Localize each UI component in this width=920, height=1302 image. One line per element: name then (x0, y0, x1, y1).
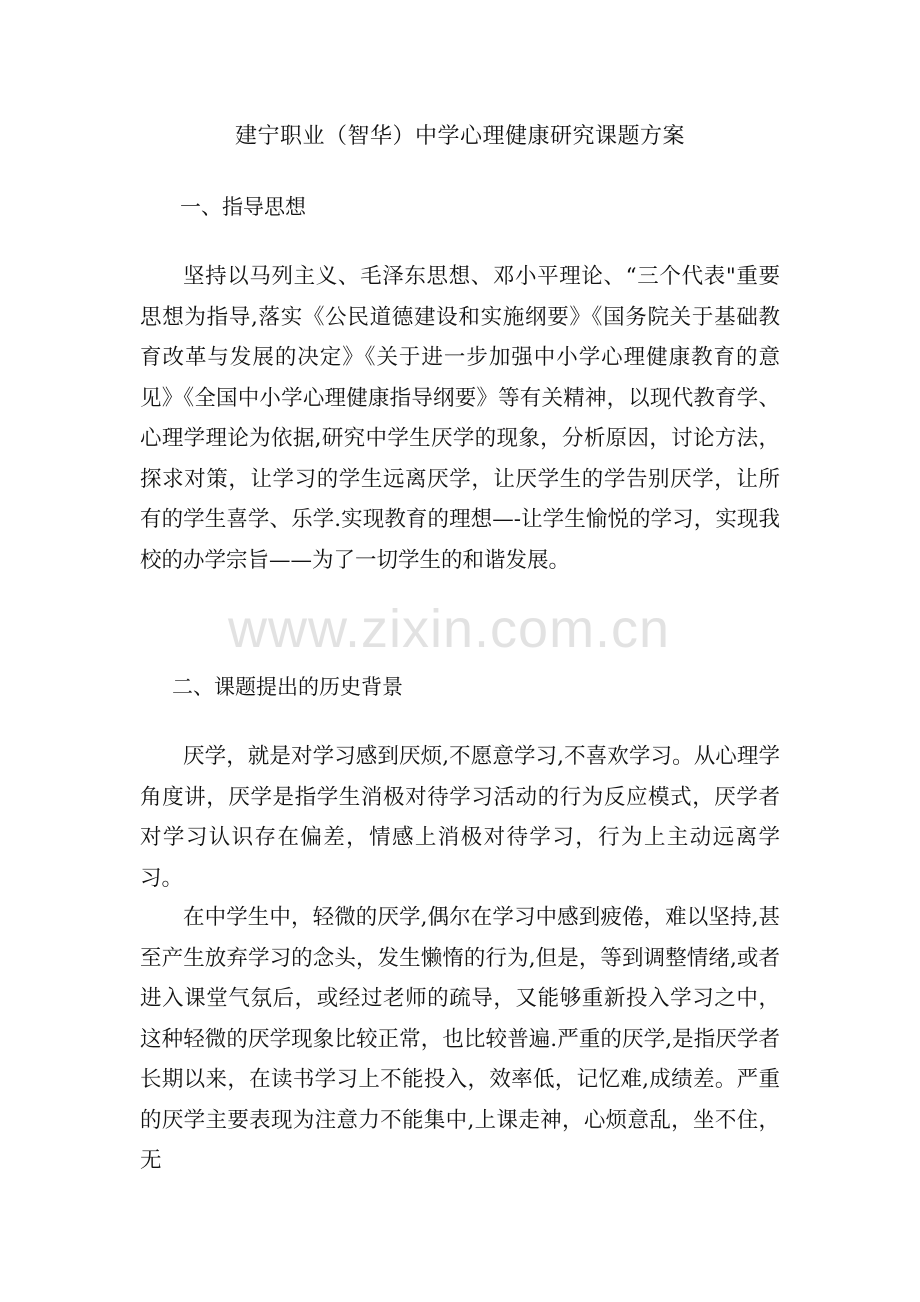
paragraph-guiding-ideology: 坚持以马列主义、毛泽东思想、邓小平理论、“三个代表"重要思想为指导,落实《公民道德建设和实施纲要》《国务院关于基础教育改革与发展的决定》《关于进一步加强中小学心理健康教育的意见》《全国中小学心理健康指导纲要》等有关精神，以现代教育学、心理学理论为依据,研究中学生厌学的现象，分析原因，讨论方法，探求对策，让学习的学生远离厌学，让厌学生的学告别厌学，让所有的学生喜学、乐学.实现教育的理想—-让学生愉悦的学习，实现我校的办学宗旨——为了一切学生的和谐发展。 (140, 264, 780, 573)
document-title: 建宁职业（智华）中学心理健康研究课题方案 (234, 124, 685, 149)
section-heading-background: 二、课题提出的历史背景 (172, 675, 403, 699)
paragraph-definition: 厌学，就是对学习感到厌烦,不愿意学习,不喜欢学习。从心理学角度讲，厌学是指学生消极对待学习活动的行为反应模式，厌学者对学习认识存在偏差，情感上消极对待学习，行为上主动远离学习。 (140, 744, 780, 891)
section-heading-guiding-ideology: 一、指导思想 (180, 195, 306, 219)
watermark: www.zixin.com.cn (228, 599, 671, 659)
paragraph-severity: 在中学生中，轻微的厌学,偶尔在学习中感到疲倦，难以坚持,甚至产生放弃学习的念头，发生懒惰的行为,但是，等到调整情绪,或者进入课堂气氛后，或经过老师的疏导，又能够重新投入学习之中，这种轻微的厌学现象比较正常，也比较普遍.严重的厌学,是指厌学者长期以来，在读书学习上不能投入，效率低，记忆难,成绩差。严重的厌学主要表现为注意力不能集中,上课走神，心烦意乱，坐不住，无 (140, 905, 780, 1173)
